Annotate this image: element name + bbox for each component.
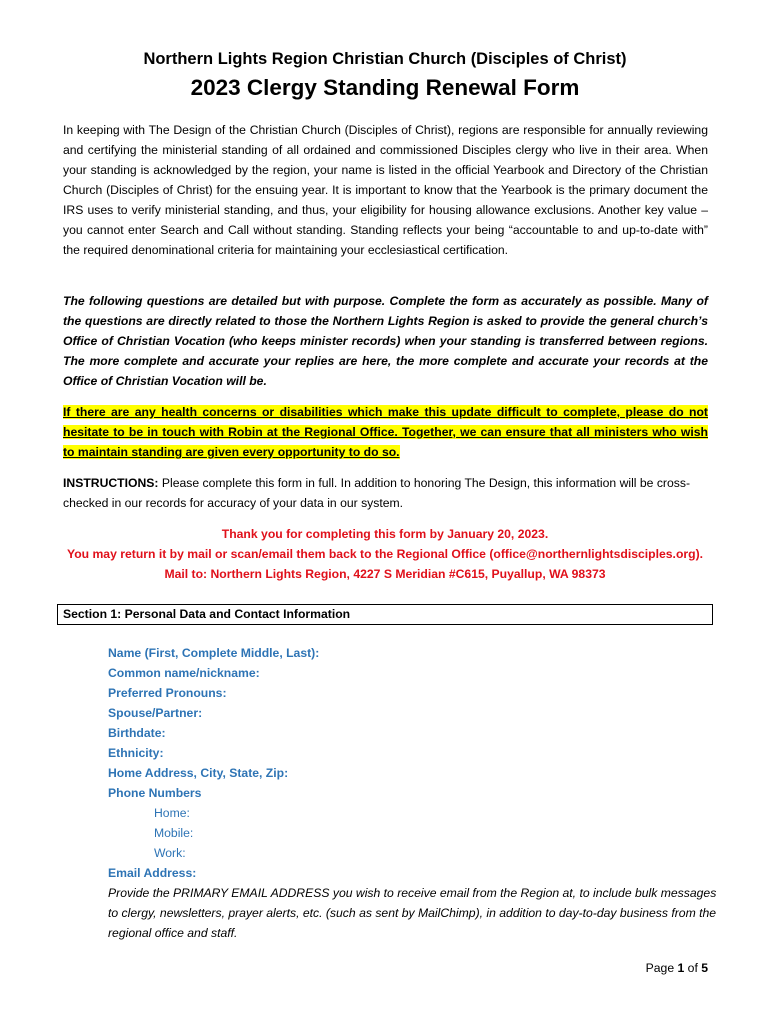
email-instructions-note: Provide the PRIMARY EMAIL ADDRESS you wish to receive email from the Region at, to include bulk messages to clergy, newsletters, prayer alerts, etc. (such as sent by MailChimp), in addition to day-to-day business from the regional office and staff. (108, 886, 717, 940)
organization-heading: Northern Lights Region Christian Church (Disciples of Christ) (143, 50, 627, 68)
instructions-paragraph (63, 473, 708, 513)
page-current: 1 (677, 961, 685, 975)
deadline-line: Thank you for completing this form by January 20, 2023. (221, 527, 549, 541)
page-word: Page (645, 961, 678, 975)
field-phone-work-label: Work: (154, 846, 186, 860)
intro-paragraph: In keeping with The Design of the Christian Church (Disciples of Christ), regions are responsible for annually reviewing and certifying the ministerial standing of all ordained and commissioned Disciples clergy who live in their area. When your standing is acknowledged by the region, your name is listed in the official Yearbook and Directory of the Christian Church (Disciples of Christ) for the ensuing year. It is important to know that the Yearbook is the primary document the IRS uses to verify ministerial standing, and thus, your eligibility for housing allowance exclusions. Another key value – you cannot enter Search and Call without standing. Standing reflects your being “accountable to and up-to-date with” the required denominational criteria for maintaining your ecclesiastical certification. (63, 123, 708, 257)
field-email-label: Email Address: (108, 866, 197, 880)
page-of-word: of (684, 961, 702, 975)
field-nickname-label: Common name/nickname: (108, 666, 260, 680)
purpose-paragraph: The following questions are detailed but with purpose. Complete the form as accurately as possible. Many of the questions are directly related to those the Northern Lights Region is asked to provide the general church’s Office of Christian Vocation (who keeps minister records) when your standing is transferred between regions. The more complete and accurate your replies are here, the more complete and accurate your records at the Office of Christian Vocation will be. (63, 294, 708, 388)
form-title: 2023 Clergy Standing Renewal Form (190, 75, 580, 100)
mail-address-line: Mail to: Northern Lights Region, 4227 S Meridian #C615, Puyallup, WA 98373 (164, 567, 606, 581)
return-instructions (0, 524, 770, 584)
field-address-label: Home Address, City, State, Zip: (108, 766, 289, 780)
health-notice (63, 402, 708, 462)
page-total: 5 (701, 961, 708, 975)
field-ethnicity-label: Ethnicity: (108, 746, 164, 760)
field-name-label: Name (First, Complete Middle, Last): (108, 646, 320, 660)
field-birthdate-label: Birthdate: (108, 726, 166, 740)
field-phone-mobile-label: Mobile: (154, 826, 194, 840)
field-phone-label: Phone Numbers (108, 786, 202, 800)
page-number (646, 961, 708, 975)
instructions-text: Please complete this form in full. In addition to honoring The Design, this information will be cross-checked in our records for accuracy of your data in our system. (63, 476, 691, 510)
field-pronouns-label: Preferred Pronouns: (108, 686, 227, 700)
section-1-fields (108, 643, 718, 943)
field-spouse-label: Spouse/Partner: (108, 706, 203, 720)
section-1-header: Section 1: Personal Data and Contact Information (57, 604, 713, 625)
instructions-label: INSTRUCTIONS: (63, 476, 159, 490)
health-notice-text: If there are any health concerns or disabilities which make this update difficult to complete, please do not hesitate to be in touch with Robin at the Regional Office. Together, we can ensure that all ministers who wish to maintain standing are given every opportunity to do so. (63, 405, 708, 459)
return-email-line: You may return it by mail or scan/email them back to the Regional Office (office@northernlightsdisciples.org). (66, 547, 704, 561)
field-phone-home-label: Home: (154, 806, 190, 820)
